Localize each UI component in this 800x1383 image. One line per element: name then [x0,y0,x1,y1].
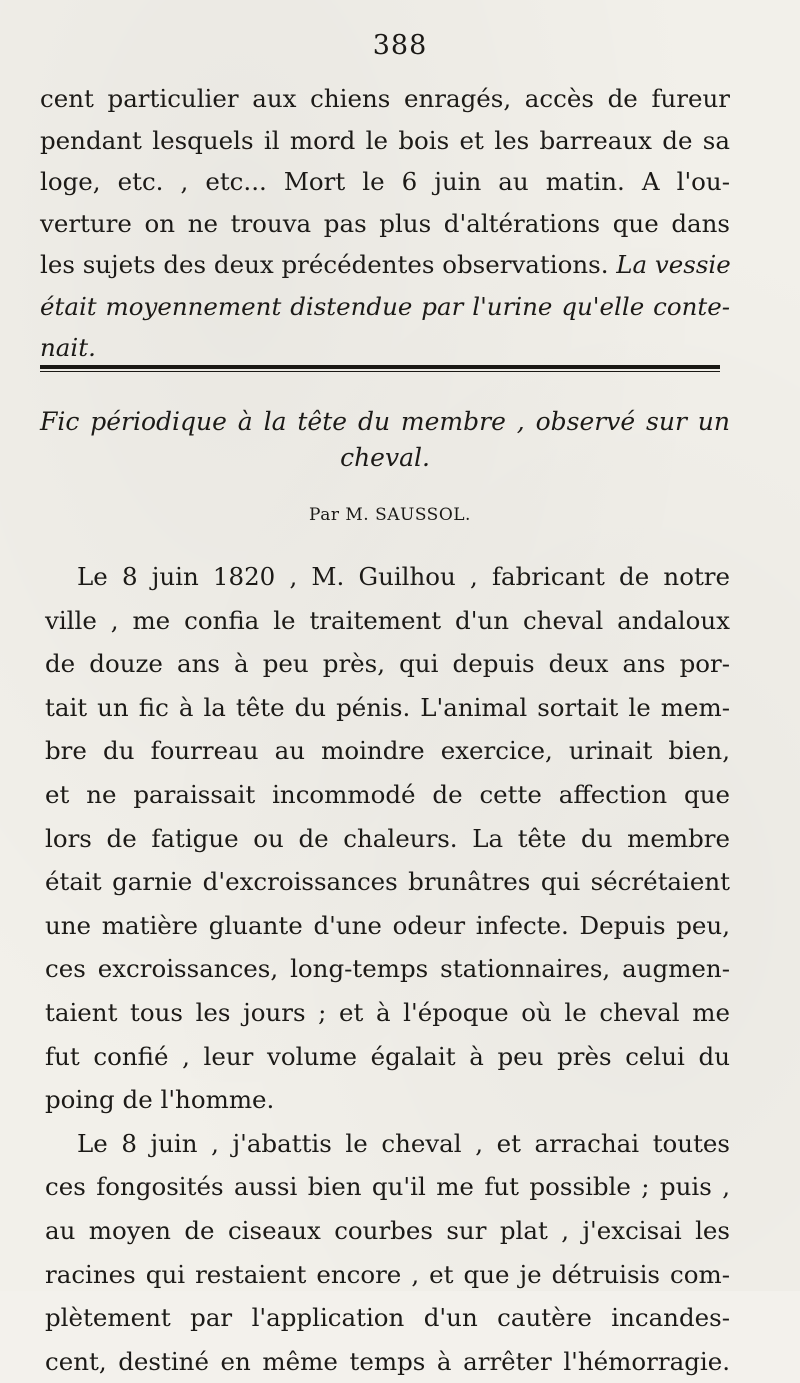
text-line-mixed [40,244,730,286]
text-line: pendant lesquels il mord le bois et les barreaux de sa [40,125,730,155]
body-line: et ne paraissait incommodé de cette affection que [45,779,730,809]
body-line: tait un fic à la tête du pénis. L'animal sortait le mem- [45,692,730,722]
article-title-line: cheval. [340,443,430,472]
text-line-italic: nait. [40,333,96,362]
body-line: Le 8 juin , j'abattis le cheval , et arrachai toutes [77,1128,730,1158]
body-line: Le 8 juin 1820 , M. Guilhou , fabricant de notre [77,562,730,591]
text-segment: les sujets des deux précédentes observations. [40,250,609,279]
article-title-line: Fic périodique à la tête du membre , observé sur un [40,407,730,436]
article-author: Par M. SAUSSOL. [309,505,471,525]
article-title [40,404,730,476]
body-line: plètement par l'application d'un cautère incandes- [45,1303,730,1333]
body-line: une matière gluante d'une odeur infecte. Depuis peu, [45,910,730,940]
body-line: ville , me confia le traitement d'un cheval andaloux [45,605,730,635]
body-line: de douze ans à peu près, qui depuis deux ans por- [45,649,730,679]
page-number: 388 [372,30,428,61]
body-line: racines qui restaient encore , et que je détruisis com- [45,1259,730,1289]
text-line-italic: était moyennement distendue par l'urine qu'elle conte- [40,291,730,321]
body-line: ces fongosités aussi bien qu'il me fut possible ; puis , [45,1172,730,1202]
body-line: poing de l'homme. [45,1085,275,1115]
body-line: taient tous les jours ; et à l'époque où le cheval me [45,997,730,1027]
body-line: fut confié , leur volume égalait à peu près celui du [45,1041,730,1071]
body-line: était garnie d'excroissances brunâtres qui sécrétaient [45,867,730,897]
previous-observation-text [40,78,730,369]
body-line: au moyen de ciseaux courbes sur plat , j'excisai les [45,1215,730,1245]
text-line: loge, etc. , etc... Mort le 6 juin au matin. A l'ou- [40,167,730,196]
text-line: cent particulier aux chiens enragés, accès de fureur [40,84,730,113]
body-line: lors de fatigue ou de chaleurs. La tête du membre [45,823,730,853]
body-line: bre du fourreau au moindre exercice, urinait bien, [45,736,730,766]
text-line: verture on ne trouva pas plus d'altérations que dans [40,208,730,238]
body-line: ces excroissances, long-temps stationnaires, augmen- [45,954,730,984]
section-divider [40,365,720,372]
article-body [45,555,730,1383]
body-line: cent, destiné en même temps à arrêter l'hémorragie. [45,1346,730,1376]
italic-segment: La vessie [608,250,731,279]
